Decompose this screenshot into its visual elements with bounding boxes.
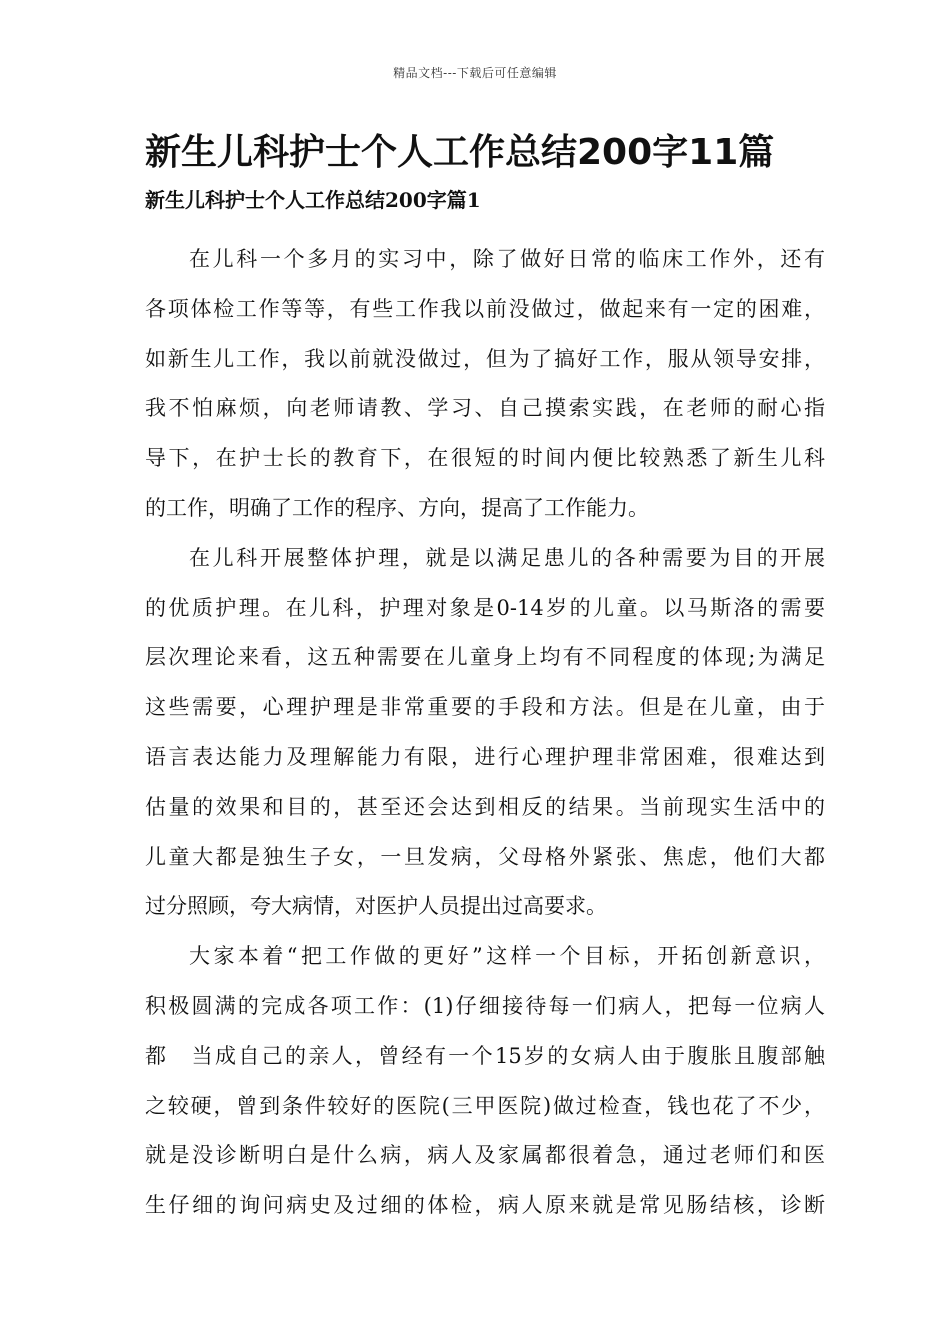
paragraph-line: 儿童大都是独生子女，一旦发病，父母格外紧张、焦虑，他们大都 <box>145 844 825 869</box>
paragraph-line: 积极圆满的完成各项工作：(1)仔细接待每一们病人，把每一位病人 <box>145 993 825 1018</box>
section-subtitle: 新生儿科护士个人工作总结200字篇1 <box>145 188 481 212</box>
paragraph-line: 大家本着“把工作做的更好”这样一个目标，开拓创新意识， <box>189 944 825 969</box>
paragraph-line: 我不怕麻烦，向老师请教、学习、自己摸索实践，在老师的耐心指 <box>145 396 825 421</box>
body-text <box>145 235 825 1231</box>
paragraph-line: 都 当成自己的亲人，曾经有一个15岁的女病人由于腹胀且腹部触 <box>145 1043 825 1068</box>
paragraph-line: 的优质护理。在儿科，护理对象是0-14岁的儿童。以马斯洛的需要 <box>145 595 825 620</box>
header-note: 精品文档---下载后可任意编辑 <box>393 66 557 80</box>
document-title: 新生儿科护士个人工作总结200字11篇 <box>145 132 775 173</box>
paragraph-line: 这些需要，心理护理是非常重要的手段和方法。但是在儿童，由于 <box>145 695 825 720</box>
paragraph-line: 语言表达能力及理解能力有限，进行心理护理非常困难，很难达到 <box>145 744 825 769</box>
paragraph-1 <box>145 235 825 534</box>
paragraph-line: 就是没诊断明白是什么病，病人及家属都很着急，通过老师们和医 <box>145 1143 825 1168</box>
paragraph-3 <box>145 932 825 1231</box>
paragraph-line: 如新生儿工作，我以前就没做过，但为了搞好工作，服从领导安排， <box>145 346 825 371</box>
paragraph-2 <box>145 534 825 932</box>
paragraph-line: 之较硬，曾到条件较好的医院(三甲医院)做过检查，钱也花了不少， <box>145 1093 825 1118</box>
paragraph-line: 过分照顾，夸大病情，对医护人员提出过高要求。 <box>145 894 607 919</box>
paragraph-line: 层次理论来看，这五种需要在儿童身上均有不同程度的体现;为满足 <box>145 645 825 670</box>
paragraph-line: 的工作，明确了工作的程序、方向，提高了工作能力。 <box>145 495 649 520</box>
paragraph-line: 生仔细的询问病史及过细的体检，病人原来就是常见肠结核，诊断 <box>145 1193 825 1218</box>
paragraph-line: 在儿科一个多月的实习中，除了做好日常的临床工作外，还有 <box>189 247 825 271</box>
paragraph-line: 估量的效果和目的，甚至还会达到相反的结果。当前现实生活中的 <box>145 794 825 819</box>
paragraph-line: 各项体检工作等等，有些工作我以前没做过，做起来有一定的困难， <box>145 296 825 321</box>
paragraph-line: 在儿科开展整体护理，就是以满足患儿的各种需要为目的开展 <box>189 545 825 570</box>
paragraph-line: 导下，在护士长的教育下，在很短的时间内便比较熟悉了新生儿科 <box>145 446 825 471</box>
